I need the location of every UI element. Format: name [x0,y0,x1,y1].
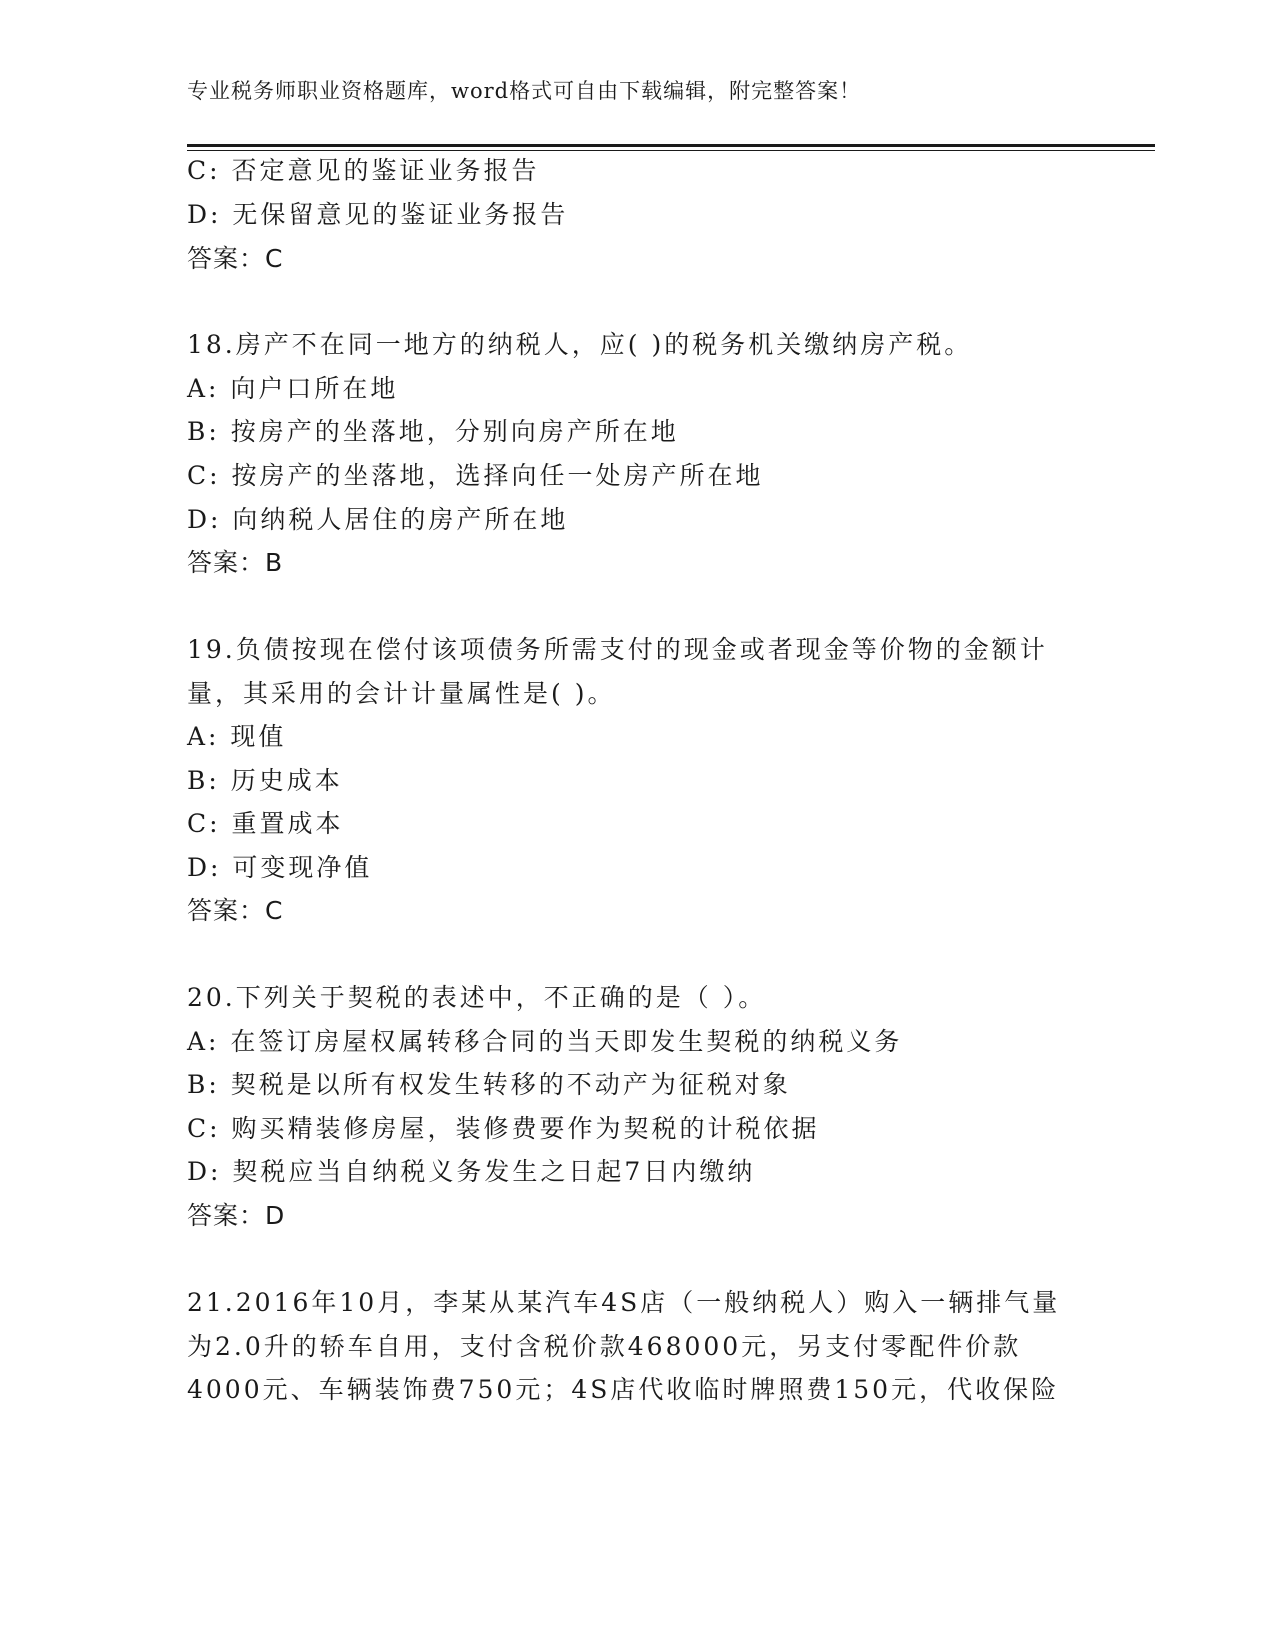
option-c: C: 否定意见的鉴证业务报告 [187,156,540,185]
question-stem-line-3: 4000元、车辆装饰费750元；4S店代收临时牌照费150元，代收保险 [187,1375,1060,1404]
question-stem-line-2: 为2.0升的轿车自用，支付含税价款468000元，另支付零配件价款 [187,1332,1022,1361]
answer: 答案：B [187,548,284,577]
option-b: B: 按房产的坐落地，分别向房产所在地 [187,417,679,446]
option-a: A: 向户口所在地 [187,374,399,403]
answer: 答案：C [187,244,284,273]
header-divider-thin [187,150,1155,151]
option-b: B: 历史成本 [187,766,343,795]
answer: 答案：D [187,1201,286,1230]
header-divider [187,144,1155,147]
option-d: D: 契税应当自纳税义务发生之日起7日内缴纳 [187,1157,756,1186]
option-d: D: 无保留意见的鉴证业务报告 [187,200,569,229]
question-stem-line-2: 量，其采用的会计计量属性是( )。 [187,679,616,708]
answer: 答案：C [187,896,284,925]
option-d: D: 向纳税人居住的房产所在地 [187,505,569,534]
option-b: B: 契税是以所有权发生转移的不动产为征税对象 [187,1070,791,1099]
question-stem: 18.房产不在同一地方的纳税人，应( )的税务机关缴纳房产税。 [187,330,973,359]
option-c: C: 按房产的坐落地，选择向任一处房产所在地 [187,461,764,490]
question-stem-line-1: 19.负债按现在偿付该项债务所需支付的现金或者现金等价物的金额计 [187,635,1048,664]
question-stem: 20.下列关于契税的表述中，不正确的是（ ）。 [187,983,767,1012]
question-stem-line-1: 21.2016年10月，李某从某汽车4S店（一般纳税人）购入一辆排气量 [187,1288,1061,1317]
option-c: C: 购买精装修房屋，装修费要作为契税的计税依据 [187,1114,820,1143]
option-c: C: 重置成本 [187,809,344,838]
option-a: A: 在签订房屋权属转移合同的当天即发生契税的纳税义务 [187,1027,903,1056]
header-text: 专业税务师职业资格题库，word格式可自由下载编辑，附完整答案！ [187,79,862,103]
option-a: A: 现值 [187,722,287,751]
option-d: D: 可变现净值 [187,853,373,882]
